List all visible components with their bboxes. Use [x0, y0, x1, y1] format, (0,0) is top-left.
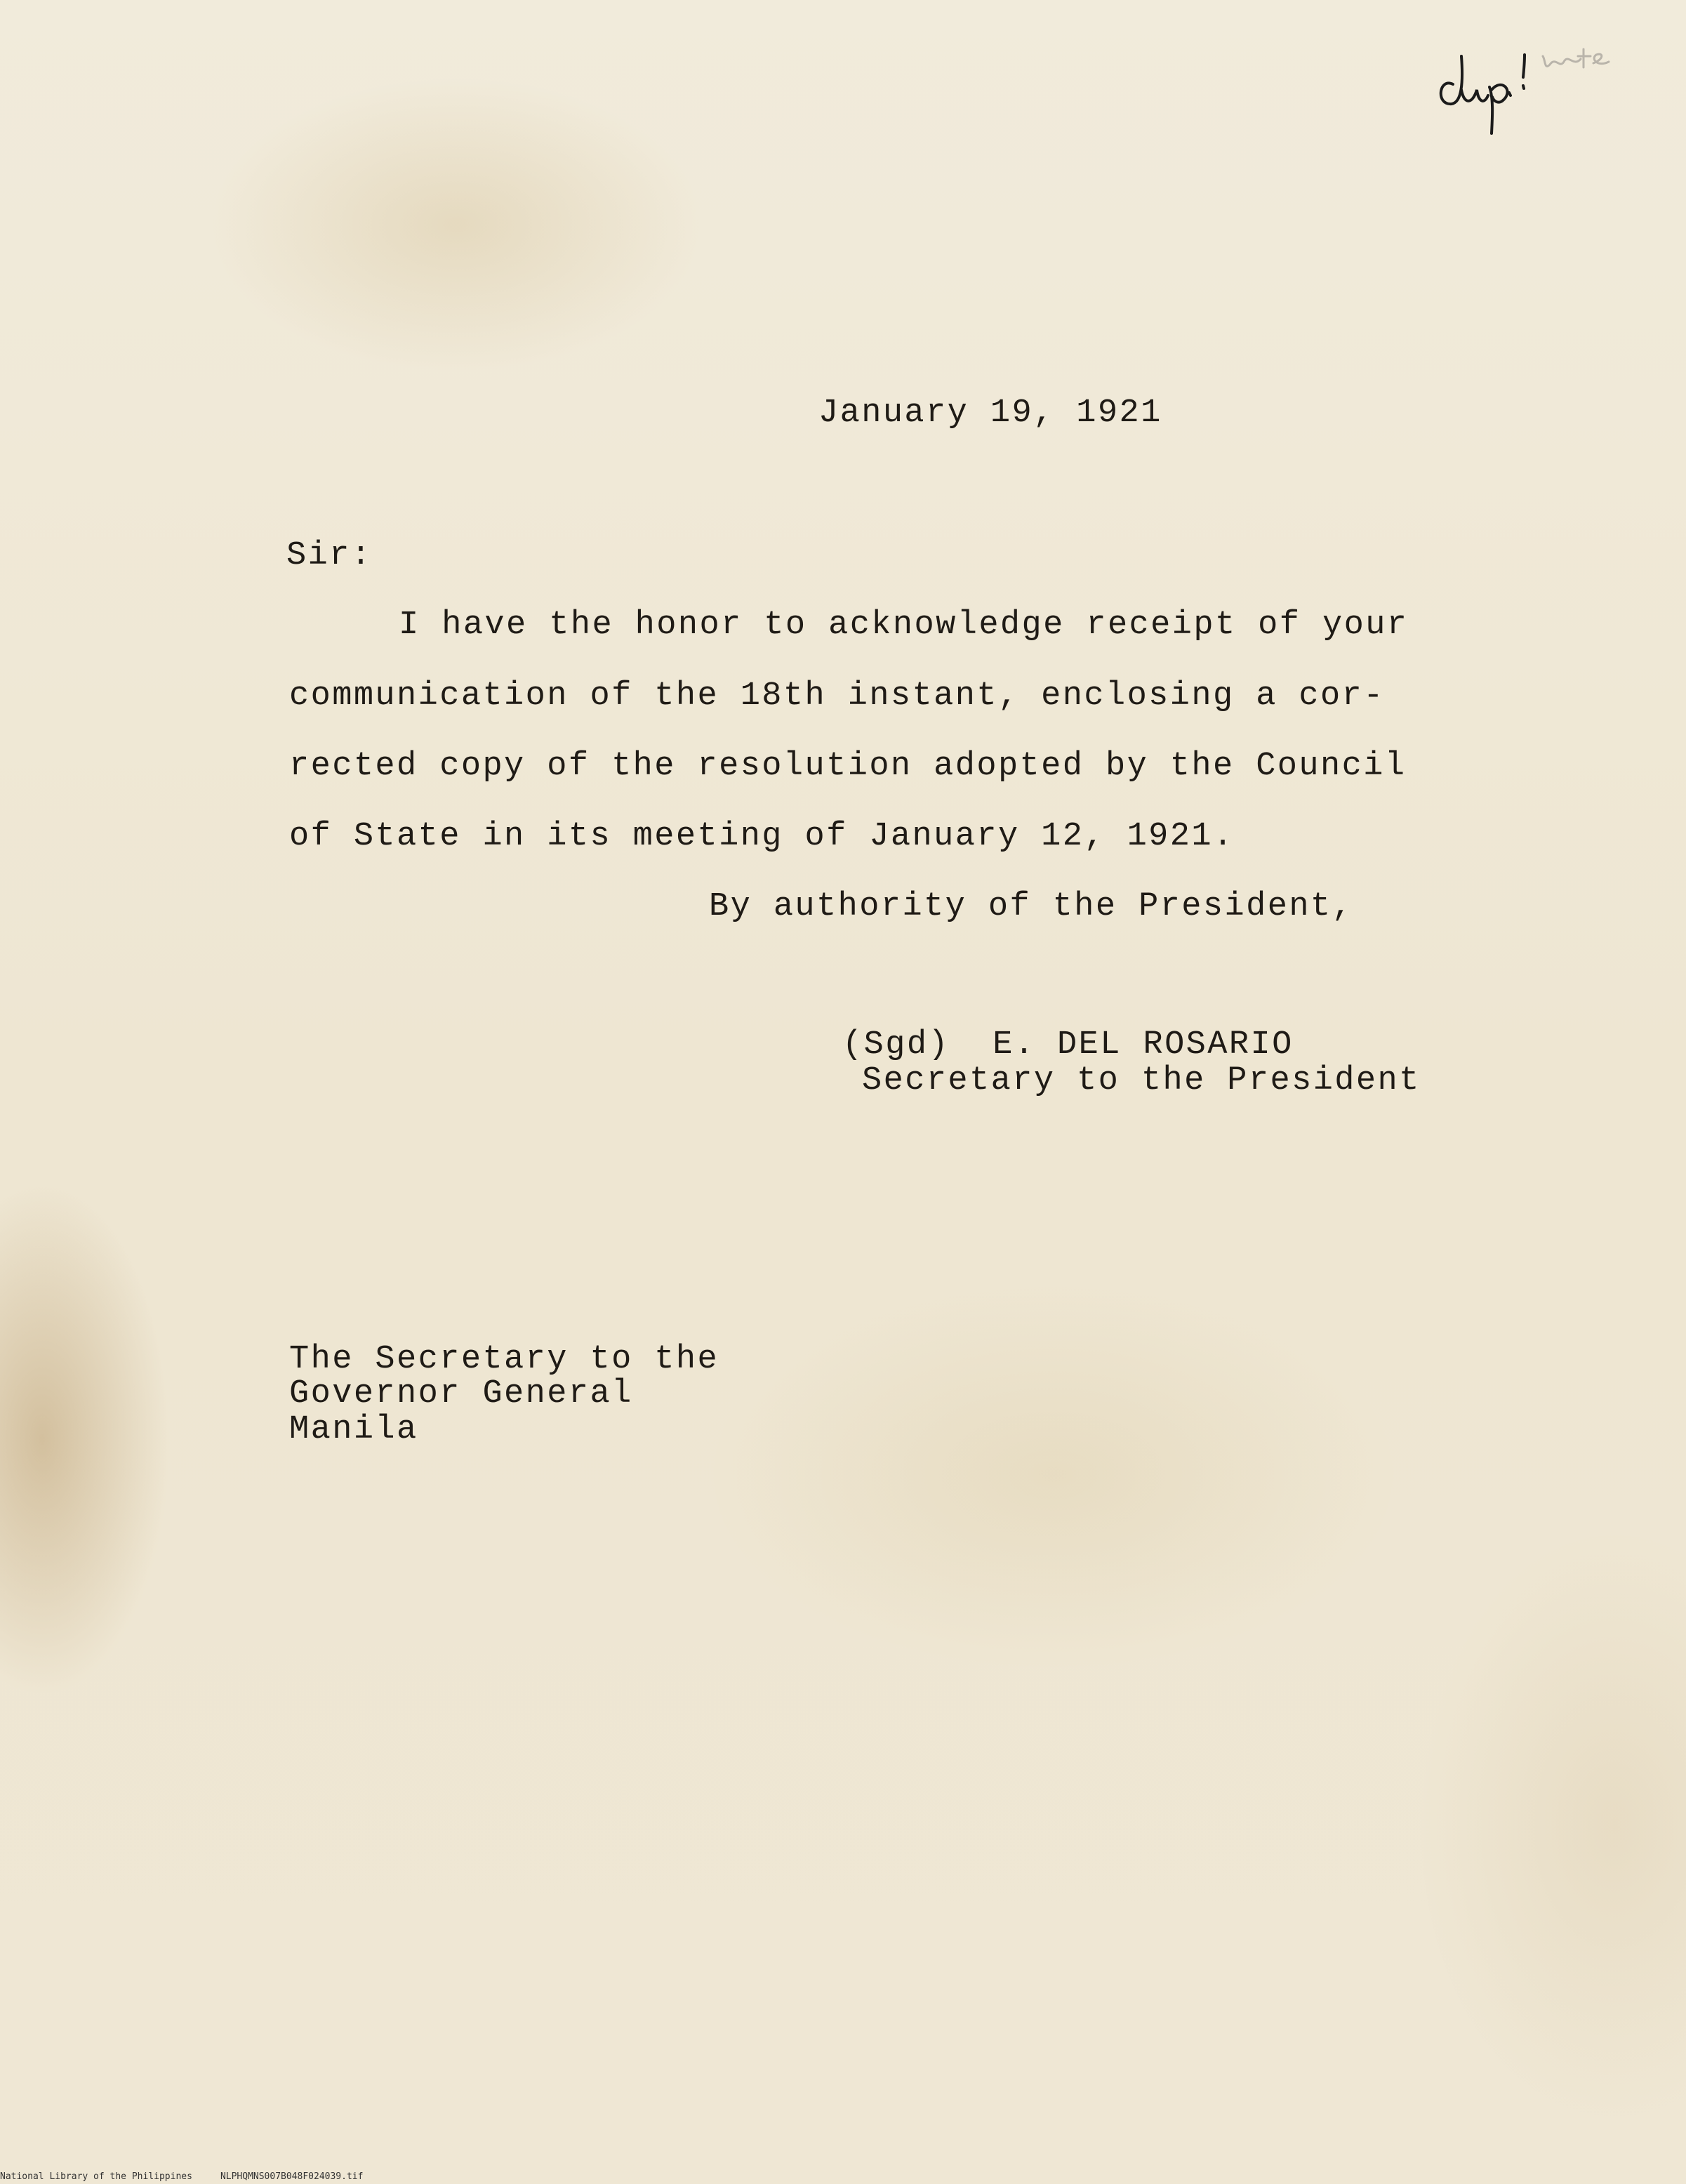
body-line: of State in its meeting of January 12, 1921.: [289, 818, 1235, 855]
footer-filename: NLPHQMNS007B048F024039.tif: [220, 2171, 364, 2182]
body-line: I have the honor to acknowledge receipt of your: [399, 607, 1409, 644]
signature-title: Secretary to the President: [862, 1062, 1421, 1099]
addressee-line: The Secretary to the: [289, 1341, 719, 1378]
handwritten-annotation: [1425, 28, 1642, 154]
scan-footer: [0, 2171, 391, 2182]
addressee-line: Governor General: [289, 1375, 633, 1412]
body-line: rected copy of the resolution adopted by the Council: [289, 748, 1407, 785]
salutation: Sir:: [286, 537, 373, 574]
addressee-line: Manila: [289, 1411, 418, 1448]
letter-date: January 19, 1921: [818, 395, 1162, 432]
authority-line: By authority of the President,: [709, 888, 1354, 925]
signature-name: (Sgd) E. DEL ROSARIO: [842, 1026, 1294, 1064]
footer-institution: National Library of the Philippines: [0, 2171, 192, 2182]
body-line: communication of the 18th instant, enclosing a cor-: [289, 677, 1385, 715]
